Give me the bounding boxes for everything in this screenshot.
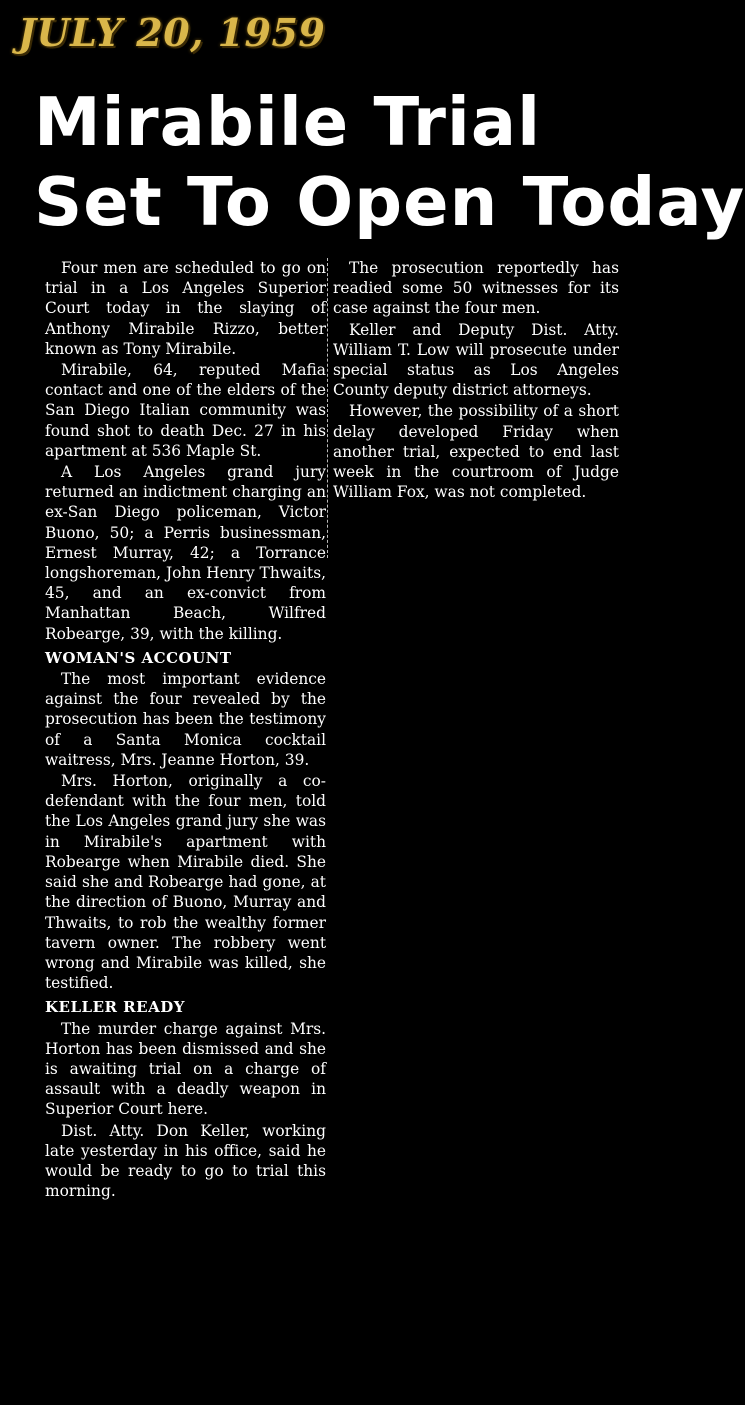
article-column-left — [45, 258, 326, 1201]
headline-line-2: Set To Open Today — [34, 163, 745, 241]
column-divider — [327, 258, 328, 558]
paragraph: The prosecution reportedly has readied some 50 witnesses for its case against the four men. — [333, 259, 619, 318]
paragraph: Mirabile, 64, reputed Mafia contact and one of the elders of the San Diego Italian community was found shot to death Dec. 27 in his apartment at 536 Maple St. — [45, 361, 326, 460]
paragraph: The murder charge against Mrs. Horton has been dismissed and she is awaiting trial on a charge of assault with a deadly weapon in Superior Court here. — [45, 1019, 326, 1119]
headline-line-1: Mirabile Trial — [34, 83, 542, 161]
article-date: JULY 20, 1959 — [18, 10, 326, 55]
subheading-womans-account: WOMAN'S ACCOUNT — [45, 648, 232, 667]
paragraph: Keller and Deputy Dist. Atty. William T. Low will prosecute under special status as Los Angeles County deputy district attorneys. — [333, 320, 619, 400]
paragraph: The most important evidence against the four revealed by the prosecution has been the testimony of a Santa Monica cocktail waitress, Mrs. Jeanne Horton, 39. — [45, 670, 326, 769]
subheading-keller-ready: KELLER READY — [45, 998, 185, 1017]
paragraph: Four men are scheduled to go on trial in a Los Angeles Superior Court today in the slaying of Anthony Mirabile Rizzo, better known as Tony Mirabile. — [45, 259, 326, 358]
paragraph: Mrs. Horton, originally a co-defendant with the four men, told the Los Angeles grand jury she was in Mirabile's apartment with Robearge when Mirabile died. She said she and Robearge had gone, at the direction of Buono, Murray and Thwaits, to rob the wealthy former tavern owner. The robbery went wrong and Mirabile was killed, she testified. — [45, 772, 326, 993]
paragraph: Dist. Atty. Don Keller, working late yesterday in his office, said he would be ready to go to trial this morning. — [45, 1121, 326, 1201]
article-column-right — [333, 258, 619, 502]
headline — [34, 82, 745, 242]
paragraph: A Los Angeles grand jury returned an indictment charging an ex-San Diego policeman, Victor Buono, 50; a Perris businessman, Ernest Murray, 42; a Torrance longshoreman, John Henry Thwaits, 45, and an ex-convict from Manhattan Beach, Wilfred Robearge, 39, with the killing. — [45, 463, 326, 643]
paragraph: However, the possibility of a short delay developed Friday when another trial, expected to end last week in the courtroom of Judge William Fox, was not completed. — [333, 402, 619, 502]
